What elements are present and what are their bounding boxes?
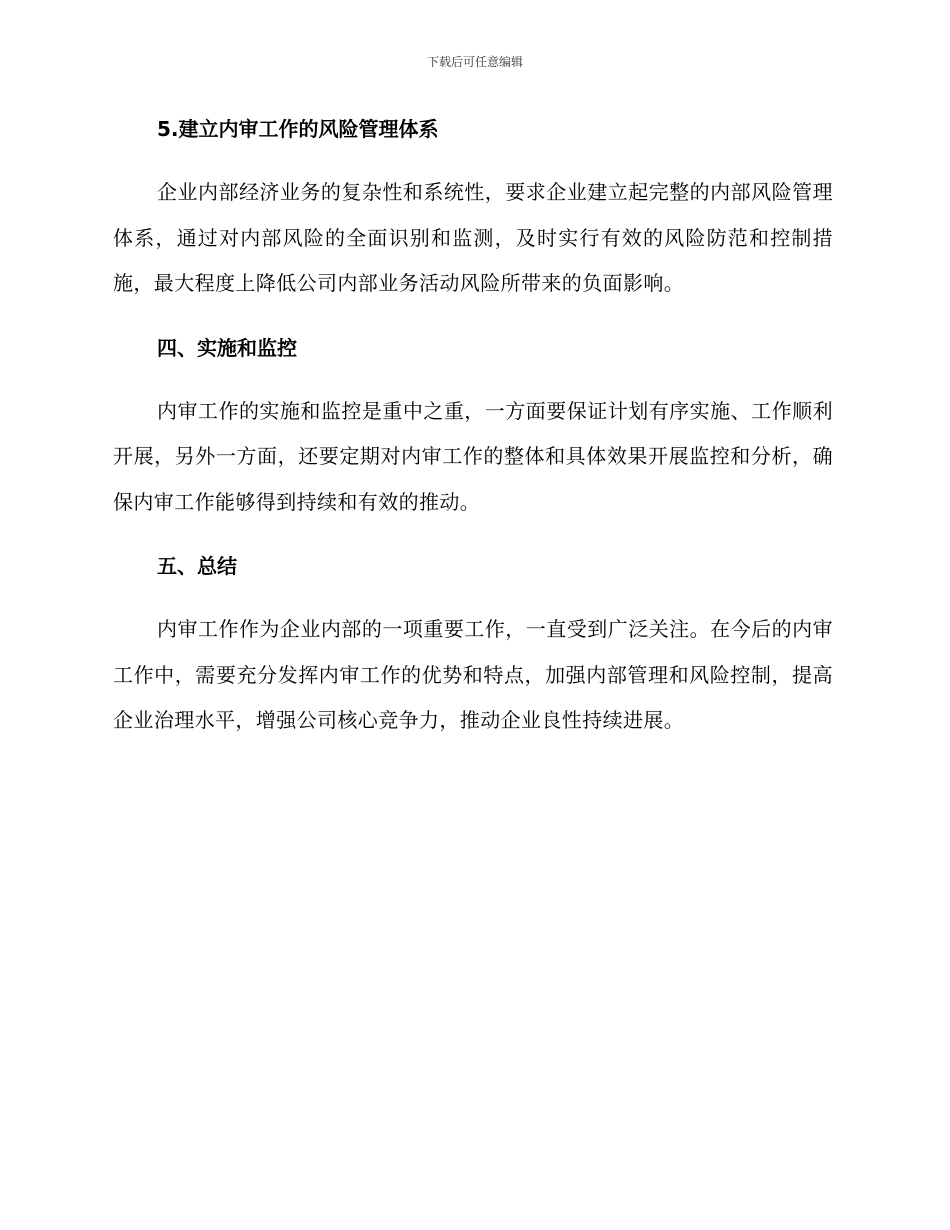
section-heading-summary: 五、总结 (157, 554, 237, 578)
section-heading-implementation: 四、实施和监控 (157, 335, 297, 360)
page-header: 下载后可任意编辑 (426, 55, 523, 69)
section-paragraph-implementation: 内审工作的实施和监控是重中之重，一方面要保证计划有序实施、工作顺利开展，另外一方面，还要定期对内审工作的整体和具体效果开展监控和分析，确保内审工作能够得到持续和有效的推动。 (113, 398, 833, 514)
section-heading-risk-management: 5.建立内审工作的风险管理体系 (157, 117, 439, 141)
document-body (113, 112, 833, 744)
section-paragraph-risk-management: 企业内部经济业务的复杂性和系统性，要求企业建立起完整的内部风险管理体系，通过对内部风险的全面识别和监测，及时实行有效的风险防范和控制措施，最大程度上降低公司内部业务活动风险所带来的负面影响。 (113, 180, 833, 295)
section-paragraph-summary: 内审工作作为企业内部的一项重要工作，一直受到广泛关注。在今后的内审工作中，需要充分发挥内审工作的优势和特点，加强内部管理和风险控制，提高企业治理水平，增强公司核心竞争力，推动企业良性持续进展。 (113, 617, 833, 732)
